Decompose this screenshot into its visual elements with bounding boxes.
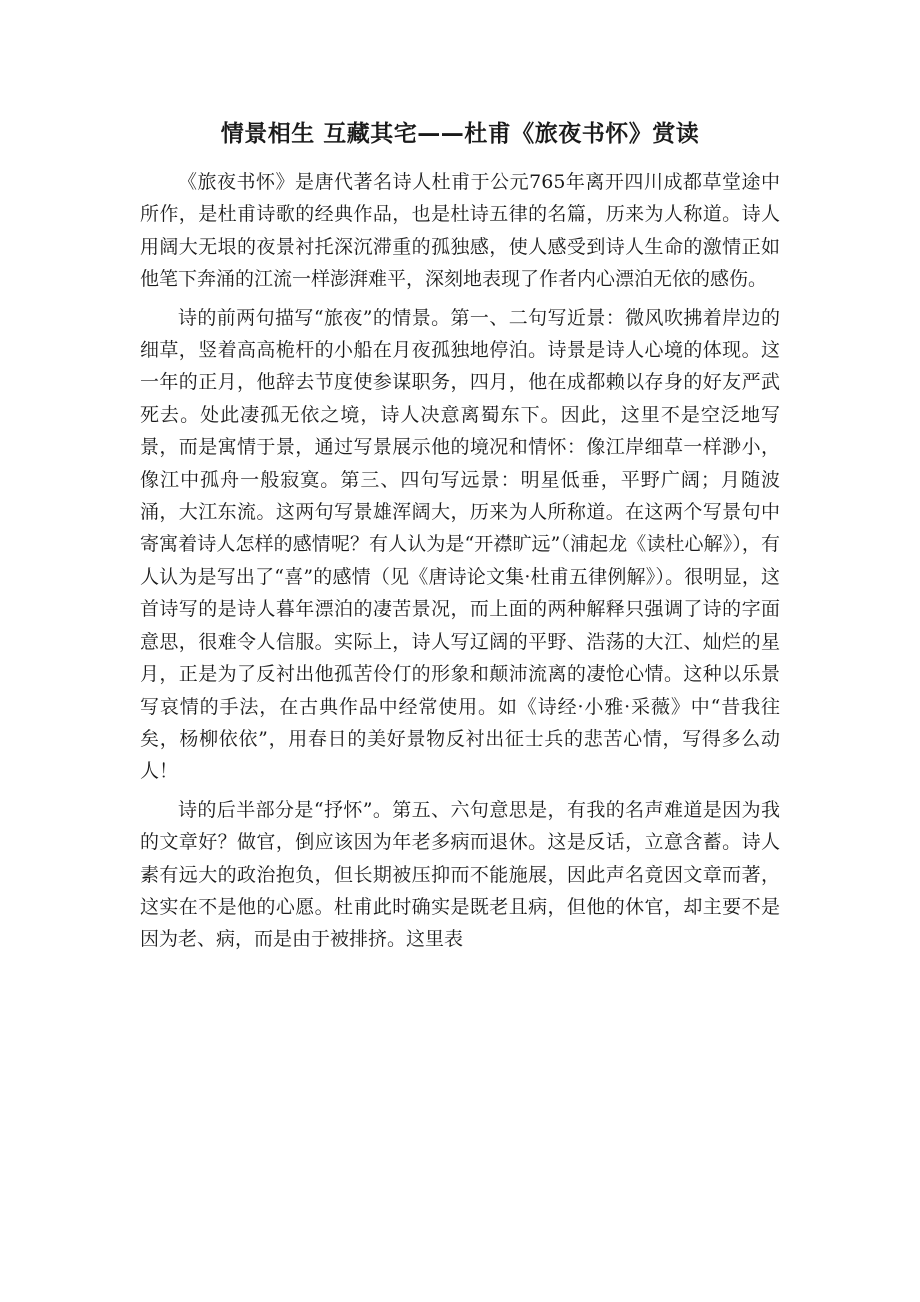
- article-body: [140, 166, 780, 956]
- paragraph-intro: 《旅夜书怀》是唐代著名诗人杜甫于公元765年离开四川成都草堂途中所作，是杜甫诗歌的经典作品，也是杜诗五律的名篇，历来为人称道。诗人用阔大无垠的夜景衬托深沉滞重的孤独感，使人感受到诗人生命的激情正如他笔下奔涌的江流一样澎湃难平，深刻地表现了作者内心漂泊无依的感伤。: [140, 171, 780, 291]
- paragraph-scenery: 诗的前两句描写“旅夜”的情景。第一、二句写近景：微风吹拂着岸边的细草，竖着高高桅杆的小船在月夜孤独地停泊。诗景是诗人心境的体现。这一年的正月，他辞去节度使参谋职务，四月，他在成都赖以存身的好友严武死去。处此凄孤无依之境，诗人决意离蜀东下。因此，这里不是空泛地写景，而是寓情于景，通过写景展示他的境况和情怀：像江岸细草一样渺小，像江中孤舟一般寂寞。第三、四句写远景：明星低垂，平野广阔；月随波涌，大江东流。这两句写景雄浑阔大，历来为人所称道。在这两个写景句中寄寓着诗人怎样的感情呢？有人认为是“开襟旷远”（浦起龙《读杜心解》），有人认为是写出了“喜”的感情（见《唐诗论文集·杜甫五律例解》）。很明显，这首诗写的是诗人暮年漂泊的凄苦景况，而上面的两种解释只强调了诗的字面意思，很难令人信服。实际上，诗人写辽阔的平野、浩荡的大江、灿烂的星月，正是为了反衬出他孤苦伶仃的形象和颠沛流离的凄怆心情。这种以乐景写哀情的手法，在古典作品中经常使用。如《诗经·小雅·采薇》中“昔我往矣，杨柳依依”，用春日的美好景物反衬出征士兵的悲苦心情，写得多么动人！: [140, 306, 780, 783]
- article-title: 情景相生 互藏其宅——杜甫《旅夜书怀》赏读: [220, 121, 700, 147]
- paragraph-feelings: 诗的后半部分是“抒怀”。第五、六句意思是，有我的名声难道是因为我的文章好？做官，倒应该因为年老多病而退休。这是反话，立意含蓄。诗人素有远大的政治抱负，但长期被压抑而不能施展，因此声名竟因文章而著，这实在不是他的心愿。杜甫此时确实是既老且病，但他的休官，却主要不是因为老、病，而是由于被排挤。这里表: [140, 798, 780, 951]
